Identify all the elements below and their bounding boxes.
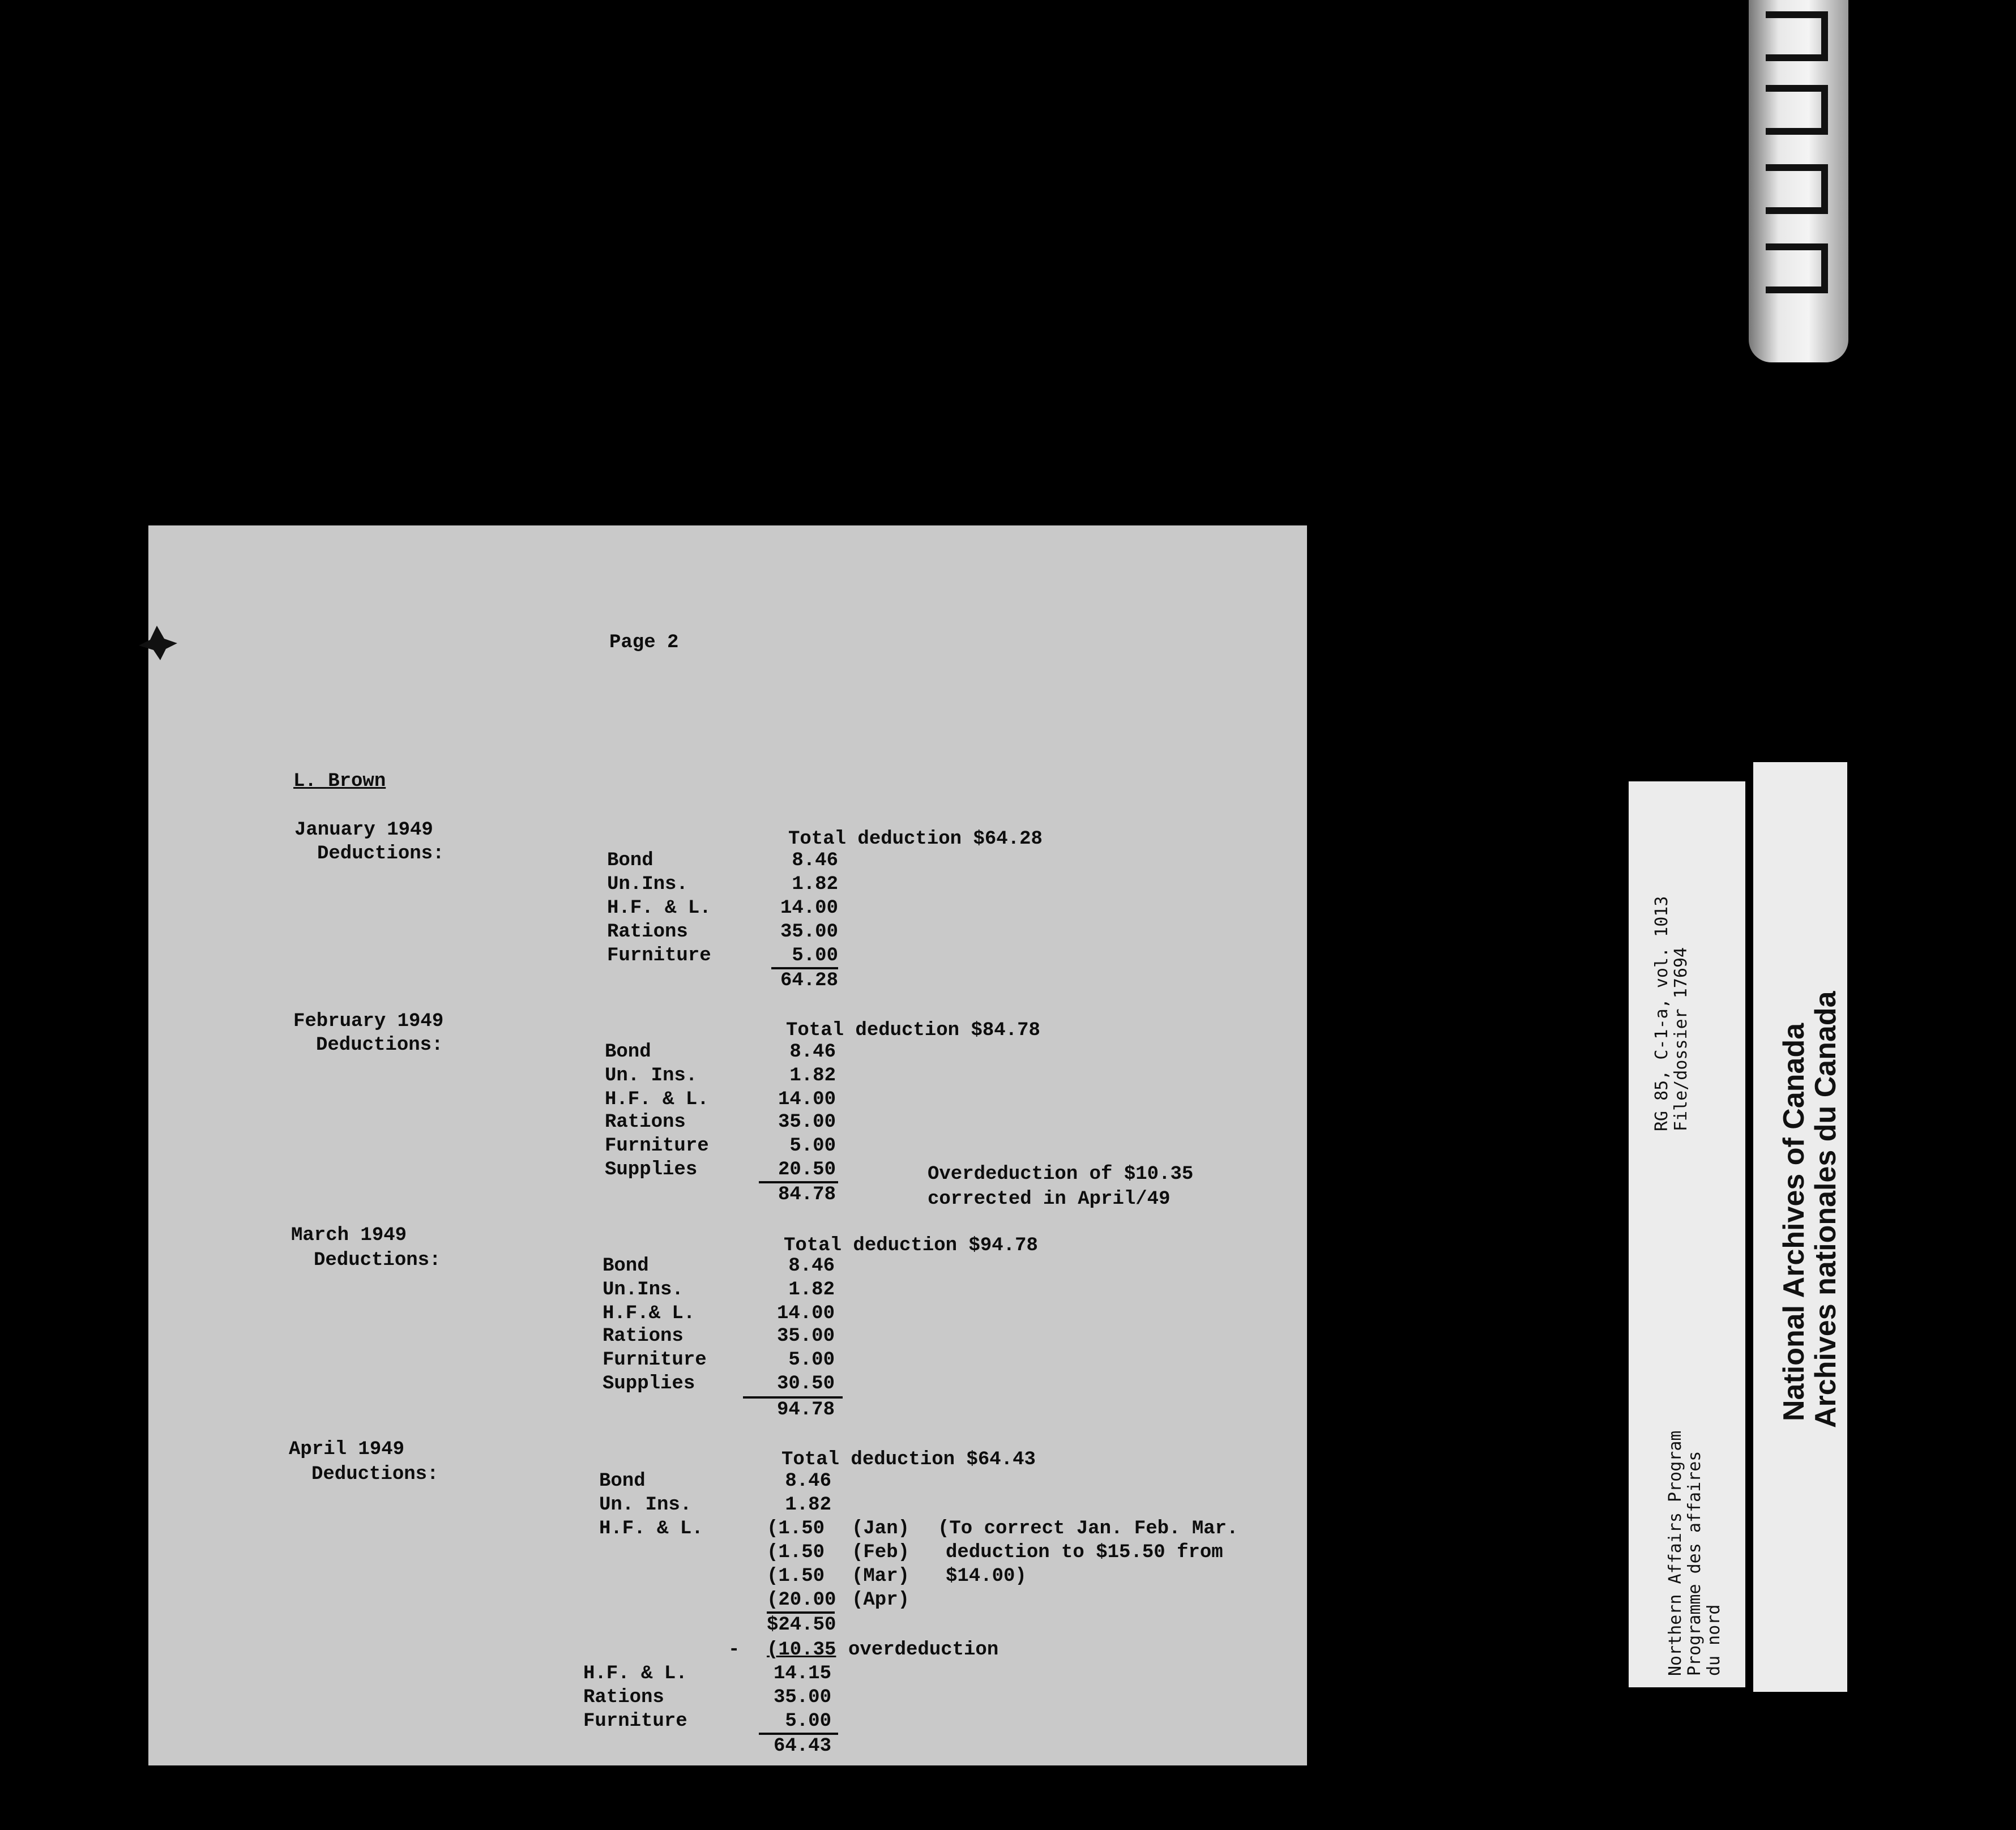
document-page xyxy=(148,525,1307,1765)
hfl-amount: (1.50 xyxy=(767,1566,825,1587)
page-label: Page 2 xyxy=(609,632,679,653)
hfl-amount: (20.00 xyxy=(767,1589,836,1611)
item-name: Furniture xyxy=(583,1711,687,1732)
item-amount: 1.82 xyxy=(789,1065,836,1087)
deductions-label: Deductions: xyxy=(311,1464,439,1485)
month-heading: March 1949 xyxy=(291,1225,407,1246)
item-amount: 8.46 xyxy=(792,850,838,871)
item-amount: 14.00 xyxy=(778,1089,836,1110)
film-edge-strip xyxy=(1749,0,1848,362)
hfl-month: (Feb) xyxy=(852,1542,910,1563)
item-amount: 20.50 xyxy=(778,1159,836,1181)
item-name: Bond xyxy=(605,1041,651,1063)
item-name: Rations xyxy=(605,1111,686,1133)
archives-name-en: National Archives of Canada xyxy=(1778,1023,1810,1421)
month-sum: 64.43 xyxy=(773,1735,831,1757)
item-amount: 5.00 xyxy=(789,1135,836,1157)
item-amount: 8.46 xyxy=(785,1470,831,1492)
month-sum: 64.28 xyxy=(780,970,838,991)
note-line: corrected in April/49 xyxy=(928,1188,1171,1210)
deductions-label: Deductions: xyxy=(316,1034,443,1056)
item-name: Un. Ins. xyxy=(605,1065,698,1087)
total-deduction: Total deduction $64.43 xyxy=(781,1449,1036,1470)
item-name: Bond xyxy=(603,1255,649,1277)
item-name: Supplies xyxy=(603,1373,695,1395)
hfl-month: (Mar) xyxy=(852,1566,910,1587)
item-name: Furniture xyxy=(607,945,711,967)
program-line: du nord xyxy=(1704,1604,1724,1676)
item-name: Rations xyxy=(607,921,688,943)
archive-reference-line: RG 85, C-1-a, vol. 1013 xyxy=(1652,896,1672,1131)
total-deduction: Total deduction $64.28 xyxy=(788,828,1043,850)
item-amount: 8.46 xyxy=(788,1255,835,1277)
hfl-subtotal: $24.50 xyxy=(767,1614,836,1636)
hfl-amount: (1.50 xyxy=(767,1542,825,1563)
item-name: H.F. & L. xyxy=(599,1518,703,1540)
month-heading: February 1949 xyxy=(293,1011,444,1032)
month-sum: 84.78 xyxy=(778,1184,836,1205)
item-amount: 35.00 xyxy=(780,921,838,943)
item-name: Un.Ins. xyxy=(603,1279,684,1301)
month-heading: April 1949 xyxy=(289,1439,405,1460)
item-amount: 35.00 xyxy=(776,1326,835,1347)
program-line: Programme des affaires xyxy=(1685,1451,1705,1676)
program-line: Northern Affairs Program xyxy=(1665,1430,1685,1676)
film-frame-mark xyxy=(1766,85,1828,135)
item-name: Un. Ins. xyxy=(599,1494,692,1516)
employee-name: L. Brown xyxy=(293,771,386,792)
item-name: Un.Ins. xyxy=(607,874,688,895)
item-amount: 5.00 xyxy=(792,945,838,967)
hfl-month: (Apr) xyxy=(852,1589,910,1611)
item-amount: 14.00 xyxy=(780,897,838,919)
item-amount: 35.00 xyxy=(773,1687,831,1708)
item-name: H.F. & L. xyxy=(607,897,711,919)
minus-sign: - xyxy=(728,1639,740,1661)
item-amount: 5.00 xyxy=(785,1711,831,1732)
item-amount: 14.15 xyxy=(773,1663,831,1684)
month-sum: 94.78 xyxy=(776,1399,835,1421)
total-deduction: Total deduction $94.78 xyxy=(784,1235,1038,1256)
overdeduction-label: overdeduction xyxy=(848,1639,999,1661)
item-amount: 1.82 xyxy=(788,1279,835,1301)
month-heading: January 1949 xyxy=(294,819,433,841)
item-name: Rations xyxy=(603,1326,684,1347)
deductions-label: Deductions: xyxy=(317,843,445,865)
archives-name-fr: Archives nationales du Canada xyxy=(1809,991,1842,1428)
item-amount: 5.00 xyxy=(788,1349,835,1371)
item-name: H.F. & L. xyxy=(605,1089,709,1110)
item-name: Bond xyxy=(599,1470,646,1492)
item-name: H.F.& L. xyxy=(603,1303,695,1324)
item-amount: 8.46 xyxy=(789,1041,836,1063)
note-line: Overdeduction of $10.35 xyxy=(928,1164,1194,1185)
film-frame-mark xyxy=(1766,11,1828,61)
item-amount: 1.82 xyxy=(785,1494,831,1516)
item-name: Bond xyxy=(607,850,654,871)
hfl-amount: (1.50 xyxy=(767,1518,825,1540)
item-amount: 30.50 xyxy=(776,1373,835,1395)
hfl-note: $14.00) xyxy=(946,1566,1027,1587)
punch-mark-icon xyxy=(133,623,178,662)
film-frame-mark xyxy=(1766,243,1828,293)
hfl-month: (Jan) xyxy=(852,1518,910,1540)
deductions-label: Deductions: xyxy=(314,1250,441,1271)
item-name: H.F. & L. xyxy=(583,1663,687,1684)
item-amount: 35.00 xyxy=(778,1111,836,1133)
hfl-note: deduction to $15.50 from xyxy=(946,1542,1223,1563)
total-deduction: Total deduction $84.78 xyxy=(786,1020,1040,1041)
item-amount: 14.00 xyxy=(776,1303,835,1324)
archive-reference-line: File/dossier 17694 xyxy=(1671,947,1691,1131)
film-frame-mark xyxy=(1766,164,1828,214)
item-amount: 1.82 xyxy=(792,874,838,895)
overdeduction-amount: (10.35 xyxy=(767,1639,836,1661)
item-name: Rations xyxy=(583,1687,664,1708)
item-name: Supplies xyxy=(605,1159,698,1181)
item-name: Furniture xyxy=(605,1135,709,1157)
item-name: Furniture xyxy=(603,1349,707,1371)
hfl-note: (To correct Jan. Feb. Mar. xyxy=(938,1518,1238,1540)
